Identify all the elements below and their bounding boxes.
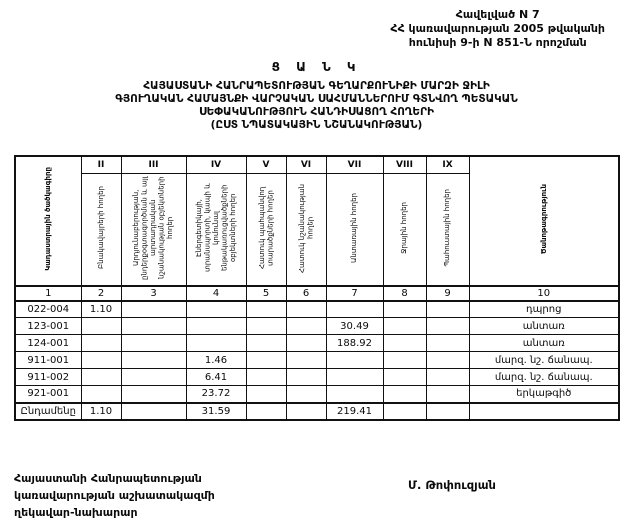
table-row (15, 352, 619, 369)
cell-industrial (121, 301, 186, 318)
column-number-4: 4 (186, 286, 246, 301)
document-title (0, 80, 633, 132)
column-number-8: 8 (383, 286, 426, 301)
cadastral-code-label: Կադաստրային ծածկագիրը (44, 167, 52, 272)
roman-VIII: VIII (383, 156, 426, 173)
column-header-water-lands (383, 173, 426, 286)
table-row (15, 369, 619, 386)
column-header-note (469, 156, 619, 286)
column-number-1: 1 (15, 286, 81, 301)
cell-settlement-total: 1.10 (81, 403, 121, 420)
cell-protected (246, 335, 286, 352)
cell-note: մարզ. նշ. ճանապ. (469, 369, 619, 386)
cell-water (383, 386, 426, 403)
signatory-line-1: Հայաստանի Հանրապետության (14, 472, 202, 485)
column-header-reserve-lands (426, 173, 469, 286)
cell-total-label: Ընդամենը (15, 403, 81, 420)
cell-code: 921-001 (15, 386, 81, 403)
table-column-number-row (15, 286, 619, 301)
cell-protected (246, 301, 286, 318)
cell-industrial (121, 369, 186, 386)
column-header-cadastral-code (15, 156, 81, 286)
title-line-3: ՍԵՓԱԿԱՆՈՒԹՅՈՒՆ ՀԱՆԴԻՍԱՑՈՂ ՀՈՂԵՐԻ (198, 106, 435, 118)
forest-lands-label: Անտառային հողեր (350, 192, 359, 263)
table-row (15, 335, 619, 352)
column-header-settlement-lands (81, 173, 121, 286)
cell-special (286, 386, 326, 403)
cell-note-total (469, 403, 619, 420)
title-line-4: (ԸՍՏ ՆՊԱՏԱԿԱՅԻՆ ՆՇԱՆԱԿՈՒԹՅԱՆ) (210, 119, 423, 131)
cell-industrial-total (121, 403, 186, 420)
cell-water (383, 335, 426, 352)
cell-water-total (383, 403, 426, 420)
cell-special (286, 301, 326, 318)
signatory-line-3: ղեկավար-նախարար (14, 506, 138, 519)
roman-IV: IV (186, 156, 246, 173)
column-number-3: 3 (121, 286, 186, 301)
document-kicker: Ց Ա Ն Կ (271, 60, 362, 74)
cell-infrastructure: 23.72 (186, 386, 246, 403)
column-number-2: 2 (81, 286, 121, 301)
annex-reference (390, 8, 605, 50)
water-lands-label: Ջրային հողեր (400, 201, 409, 254)
cell-forest (326, 352, 383, 369)
column-number-9: 9 (426, 286, 469, 301)
signature-name: Մ. Թոփուզյան (408, 478, 496, 492)
roman-V: V (246, 156, 286, 173)
cell-water (383, 301, 426, 318)
cell-protected-total (246, 403, 286, 420)
cell-infrastructure (186, 335, 246, 352)
table-roman-numeral-row (15, 156, 619, 173)
signatory-line-2: կառավարության աշխատակազմի (14, 489, 215, 502)
reserve-lands-label: Պահուստային հողեր (443, 188, 452, 267)
column-header-forest-lands (326, 173, 383, 286)
cell-note: երկաթգիծ (469, 386, 619, 403)
cell-settlement: 1.10 (81, 301, 121, 318)
cell-reserve (426, 386, 469, 403)
infrastructure-lands-label: Էներգետիկայի, տրանսպորտի, կապի և կոմունալ ենթակառուցվածքների օբյեկտների հողեր (194, 183, 237, 272)
cell-reserve-total (426, 403, 469, 420)
cell-special (286, 335, 326, 352)
cell-reserve (426, 352, 469, 369)
roman-III: III (121, 156, 186, 173)
cell-code: 911-002 (15, 369, 81, 386)
table-row (15, 386, 619, 403)
table-row (15, 318, 619, 335)
cell-water (383, 318, 426, 335)
special-lands-label: Հատուկ նշանակության հողեր (297, 182, 314, 273)
cell-industrial (121, 386, 186, 403)
cell-protected (246, 386, 286, 403)
cell-settlement (81, 335, 121, 352)
cell-settlement (81, 369, 121, 386)
cell-water (383, 369, 426, 386)
cell-reserve (426, 369, 469, 386)
cell-industrial (121, 352, 186, 369)
cell-protected (246, 369, 286, 386)
note-column-label: Ծանոթագրություն (539, 184, 548, 255)
cell-reserve (426, 335, 469, 352)
cell-settlement (81, 318, 121, 335)
annex-line-3: հունիսի 9-ի N 851-Ն որոշման (408, 36, 587, 49)
cell-special (286, 352, 326, 369)
cell-infrastructure: 6.41 (186, 369, 246, 386)
signatory-block (14, 470, 215, 521)
column-number-10: 10 (469, 286, 619, 301)
cell-code: 124-001 (15, 335, 81, 352)
column-header-industrial-lands (121, 173, 186, 286)
cell-settlement (81, 352, 121, 369)
table-total-row (15, 403, 619, 420)
cell-note: մարզ. նշ. ճանապ. (469, 352, 619, 369)
cell-note: դպրոց (469, 301, 619, 318)
cell-reserve (426, 318, 469, 335)
column-number-5: 5 (246, 286, 286, 301)
cell-code: 022-004 (15, 301, 81, 318)
cell-forest (326, 386, 383, 403)
cell-note: անտառ (469, 318, 619, 335)
roman-II: II (81, 156, 121, 173)
roman-VI: VI (286, 156, 326, 173)
industrial-lands-label: Արդյունաբերության, ընդերքօգտագործման և այլ արտադրական նշանակության օբյեկտների հողեր (132, 175, 175, 280)
title-line-1: ՀԱՅԱՍՏԱՆԻ ՀԱՆՐԱՊԵՏՈՒԹՅԱՆ ԳԵՂԱՐՔՈՒՆԻՔԻ ՄԱՐԶԻ ՋԻԼԻ (143, 80, 490, 92)
annex-line-2: ՀՀ կառավարության 2005 թվականի (390, 22, 605, 35)
column-header-special-lands (286, 173, 326, 286)
cell-infrastructure (186, 301, 246, 318)
cell-infrastructure: 1.46 (186, 352, 246, 369)
cell-forest: 30.49 (326, 318, 383, 335)
column-header-infrastructure-lands (186, 173, 246, 286)
cell-infrastructure-total: 31.59 (186, 403, 246, 420)
cell-forest (326, 369, 383, 386)
cell-note: անտառ (469, 335, 619, 352)
protected-lands-label: Հատուկ պահպանվող տարածքների հողեր (257, 186, 274, 269)
column-header-protected-lands (246, 173, 286, 286)
cell-code: 911-001 (15, 352, 81, 369)
cell-forest-total: 219.41 (326, 403, 383, 420)
settlement-lands-label: Բնակավայրերի հողեր (96, 186, 105, 269)
cell-protected (246, 318, 286, 335)
roman-IX: IX (426, 156, 469, 173)
column-number-6: 6 (286, 286, 326, 301)
cell-forest (326, 301, 383, 318)
cell-code: 123-001 (15, 318, 81, 335)
roman-VII: VII (326, 156, 383, 173)
cell-reserve (426, 301, 469, 318)
cell-forest: 188.92 (326, 335, 383, 352)
cell-industrial (121, 335, 186, 352)
land-categories-table (14, 155, 620, 421)
cell-infrastructure (186, 318, 246, 335)
cell-water (383, 352, 426, 369)
cell-industrial (121, 318, 186, 335)
column-number-7: 7 (326, 286, 383, 301)
annex-line-1: Հավելված N 7 (455, 8, 540, 21)
cell-special-total (286, 403, 326, 420)
title-line-2: ԳՅՈՒՂԱԿԱՆ ՀԱՄԱՅՆՔԻ ՎԱՐՉԱԿԱՆ ՍԱՀՄԱՆՆԵՐՈՒՄ ԳՏՆՎՈՂ ՊԵՏԱԿԱՆ (115, 93, 518, 105)
cell-special (286, 369, 326, 386)
table-row (15, 301, 619, 318)
cell-special (286, 318, 326, 335)
cell-settlement (81, 386, 121, 403)
cell-protected (246, 352, 286, 369)
